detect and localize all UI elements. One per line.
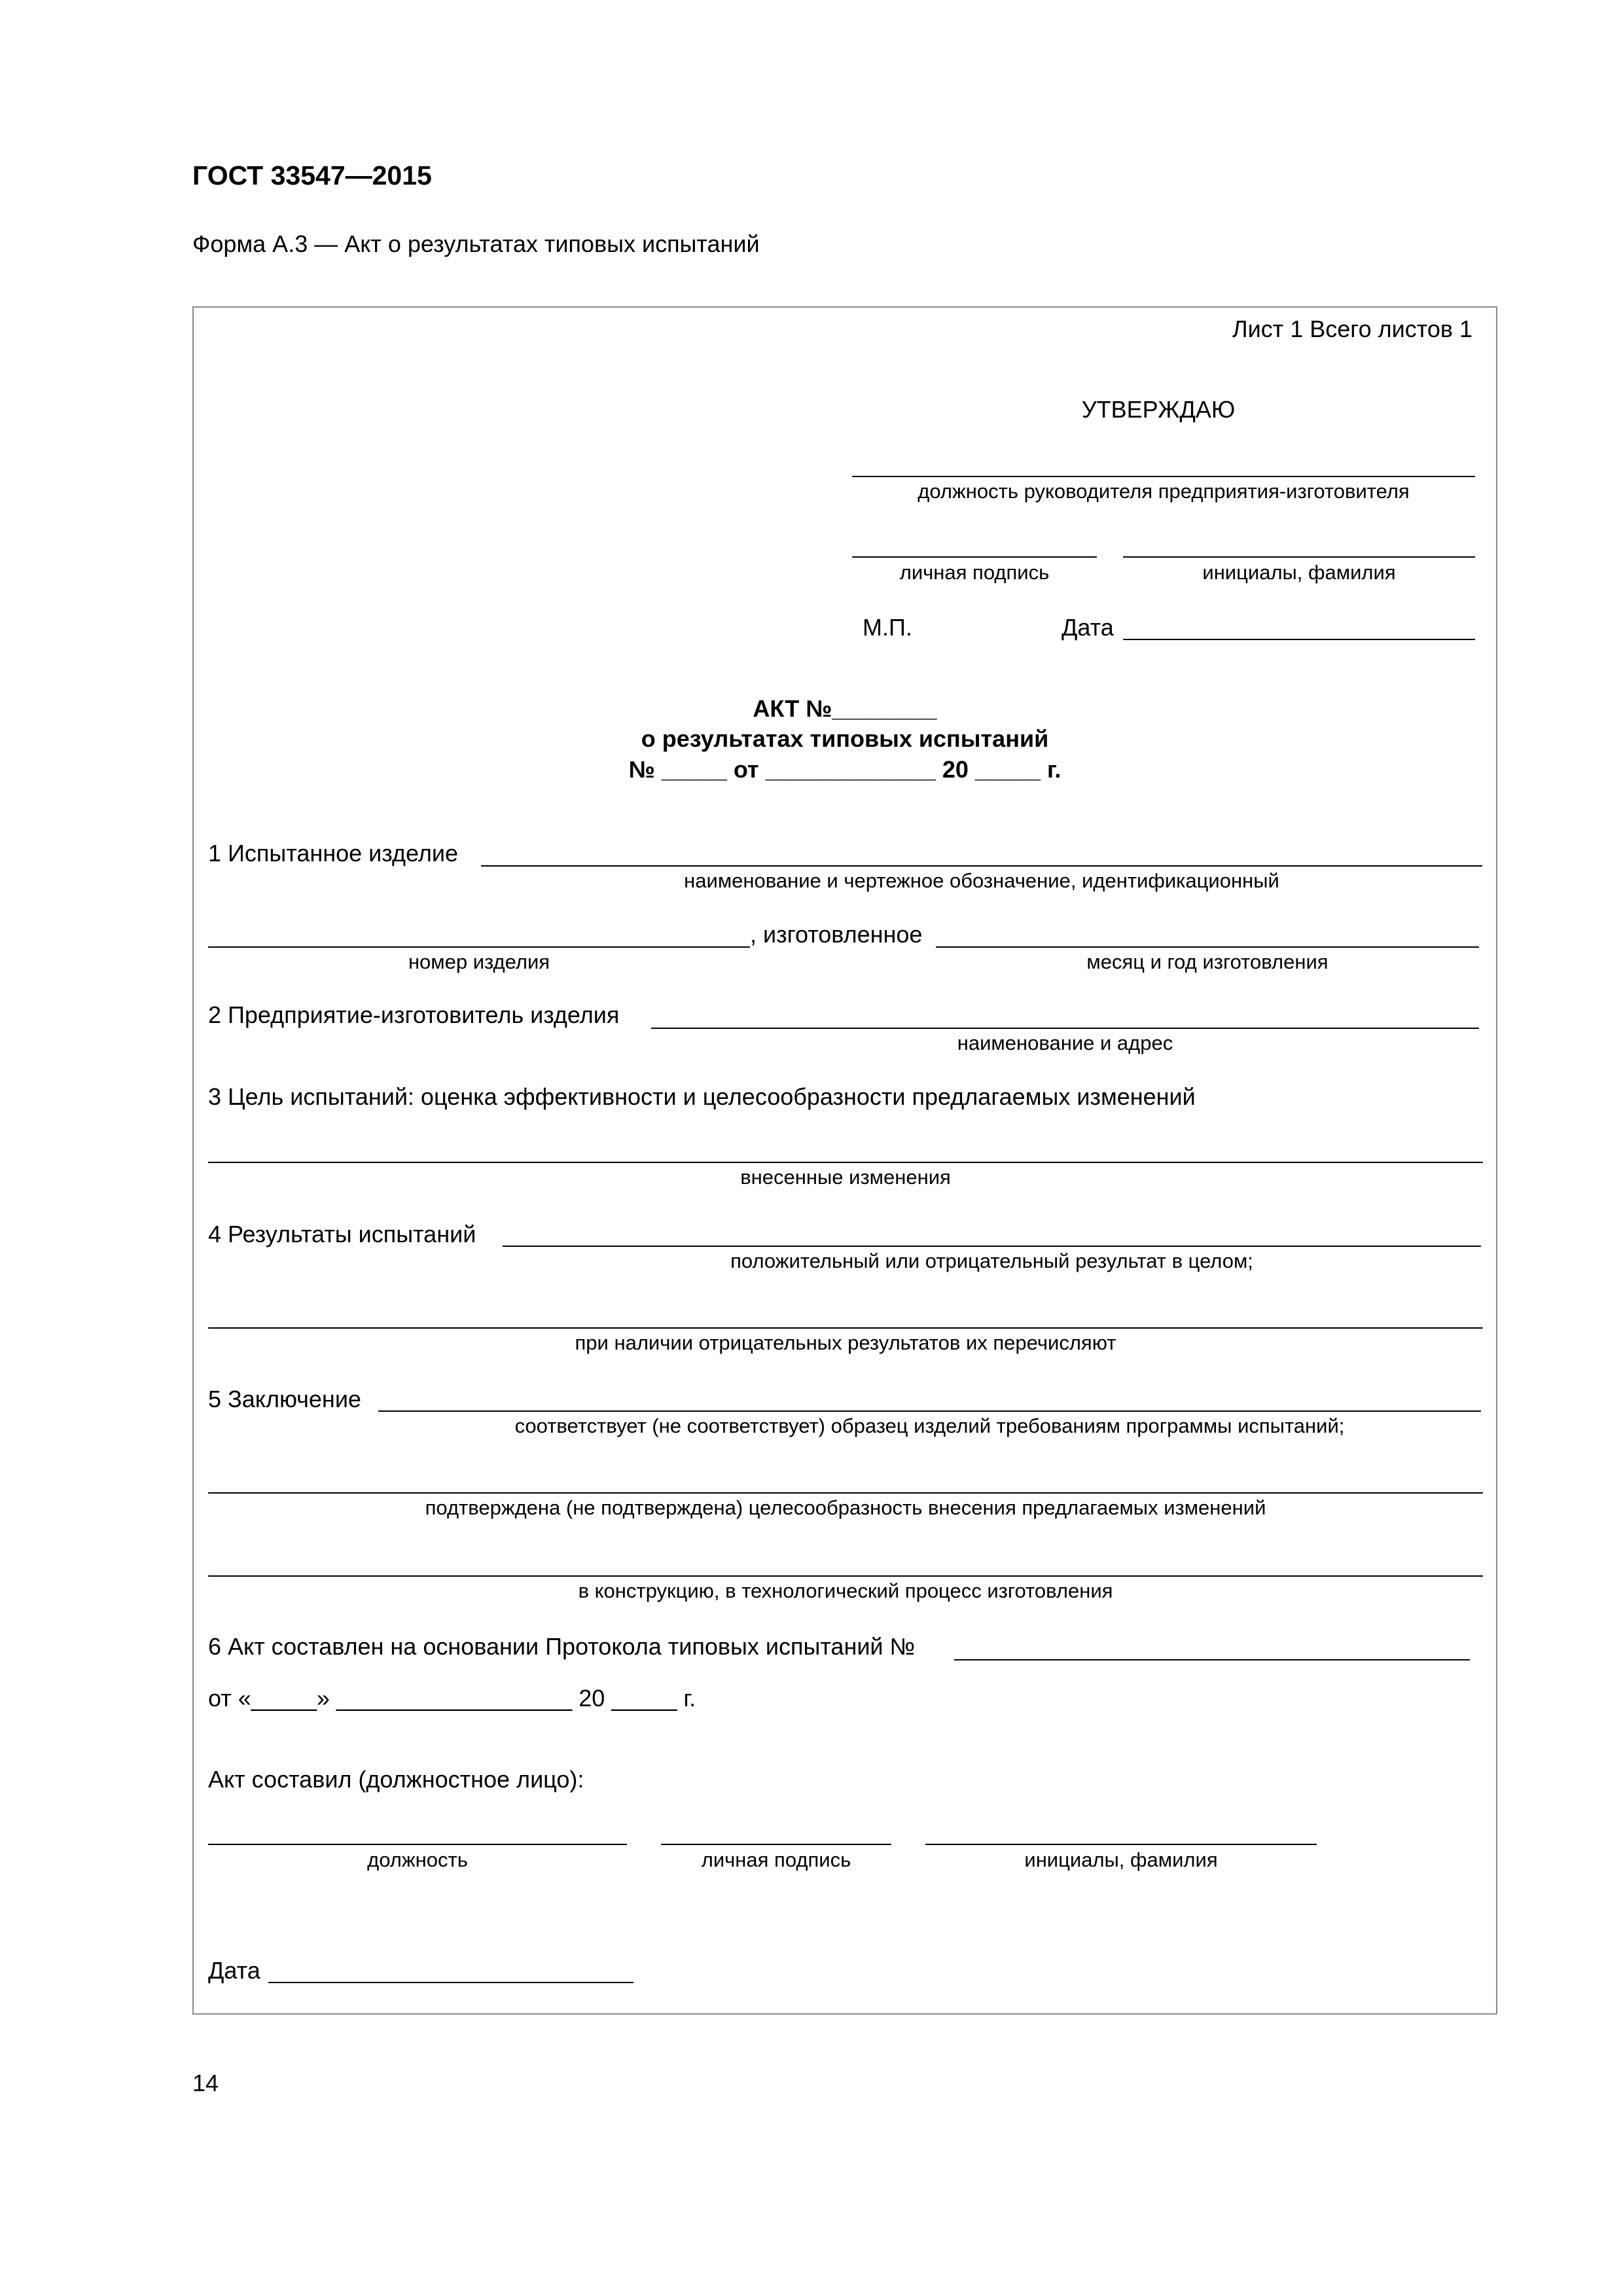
signature-hint: личная подпись <box>899 561 1050 584</box>
item1-product-line[interactable] <box>481 865 1482 867</box>
compiler-name-line[interactable] <box>925 1844 1317 1845</box>
item5-line[interactable] <box>378 1410 1481 1412</box>
item5-hint3: в конструкцию, в технологический процесс изготовления <box>578 1579 1113 1602</box>
name-hint: инициалы, фамилия <box>1202 561 1396 584</box>
item5-hint2: подтверждена (не подтверждена) целесообразность внесения предлагаемых изменений <box>425 1496 1266 1519</box>
item2-label: 2 Предприятие-изготовитель изделия <box>208 1001 620 1028</box>
item1-date-line[interactable] <box>936 946 1479 948</box>
compiler-position-hint: должность <box>367 1848 468 1871</box>
item3-line[interactable] <box>208 1162 1483 1163</box>
signature-line[interactable] <box>852 556 1097 558</box>
position-line[interactable] <box>852 476 1475 477</box>
item5-line2[interactable] <box>208 1492 1483 1494</box>
act-title-subject: о результатах типовых испытаний <box>641 725 1049 752</box>
item4-hint1: положительный или отрицательный результат в целом; <box>730 1249 1253 1272</box>
name-line[interactable] <box>1123 556 1475 558</box>
item1-number-hint: номер изделия <box>408 950 550 973</box>
compiled-by-label: Акт составил (должностное лицо): <box>208 1766 584 1793</box>
act-title-protocol: № _____ от _____________ 20 _____ г. <box>628 756 1061 783</box>
position-hint: должность руководителя предприятия-изготовителя <box>918 480 1410 503</box>
compiler-date-label: Дата <box>208 1957 260 1984</box>
item6-protocol-line[interactable] <box>954 1659 1470 1660</box>
item6-date-line[interactable]: от «_____» __________________ 20 _____ г. <box>208 1685 696 1712</box>
item2-line[interactable] <box>651 1028 1479 1029</box>
sheet-info: Лист 1 Всего листов 1 <box>1232 315 1472 342</box>
item4-hint2: при наличии отрицательных результатов их перечисляют <box>575 1331 1116 1354</box>
item6-label: 6 Акт составлен на основании Протокола типовых испытаний № <box>208 1633 916 1660</box>
compiler-date-line[interactable] <box>268 1982 633 1983</box>
item1-label: 1 Испытанное изделие <box>208 840 458 867</box>
compiler-signature-line[interactable] <box>661 1844 891 1845</box>
item3-hint: внесенные изменения <box>740 1166 951 1189</box>
page-number: 14 <box>192 2070 219 2096</box>
compiler-position-line[interactable] <box>208 1844 627 1845</box>
item1-made-label: , изготовленное <box>750 921 923 948</box>
item5-hint1: соответствует (не соответствует) образец изделий требованиям программы испытаний; <box>514 1414 1345 1437</box>
item1-date-hint: месяц и год изготовления <box>1086 950 1329 973</box>
approval-title: УТВЕРЖДАЮ <box>1081 396 1236 423</box>
item5-label: 5 Заключение <box>208 1386 361 1412</box>
item4-line[interactable] <box>503 1246 1481 1247</box>
compiler-signature-hint: личная подпись <box>701 1848 851 1871</box>
compiler-name-hint: инициалы, фамилия <box>1024 1848 1218 1871</box>
item5-line3[interactable] <box>208 1575 1483 1577</box>
act-title-number: АКТ №________ <box>753 695 937 722</box>
approval-date-line[interactable] <box>1123 639 1475 640</box>
form-caption: Форма А.3 — Акт о результатах типовых испытаний <box>192 230 760 257</box>
item3-label: 3 Цель испытаний: оценка эффективности и целесообразности предлагаемых изменений <box>208 1083 1196 1110</box>
item1-number-line[interactable] <box>208 946 750 948</box>
approval-date-label: Дата <box>1061 614 1114 641</box>
item4-line2[interactable] <box>208 1327 1483 1329</box>
stamp-label: М.П. <box>863 614 912 641</box>
standard-number: ГОСТ 33547—2015 <box>192 160 432 190</box>
item2-hint: наименование и адрес <box>957 1031 1173 1054</box>
item1-hint: наименование и чертежное обозначение, идентификационный <box>684 869 1279 892</box>
item4-label: 4 Результаты испытаний <box>208 1221 476 1247</box>
